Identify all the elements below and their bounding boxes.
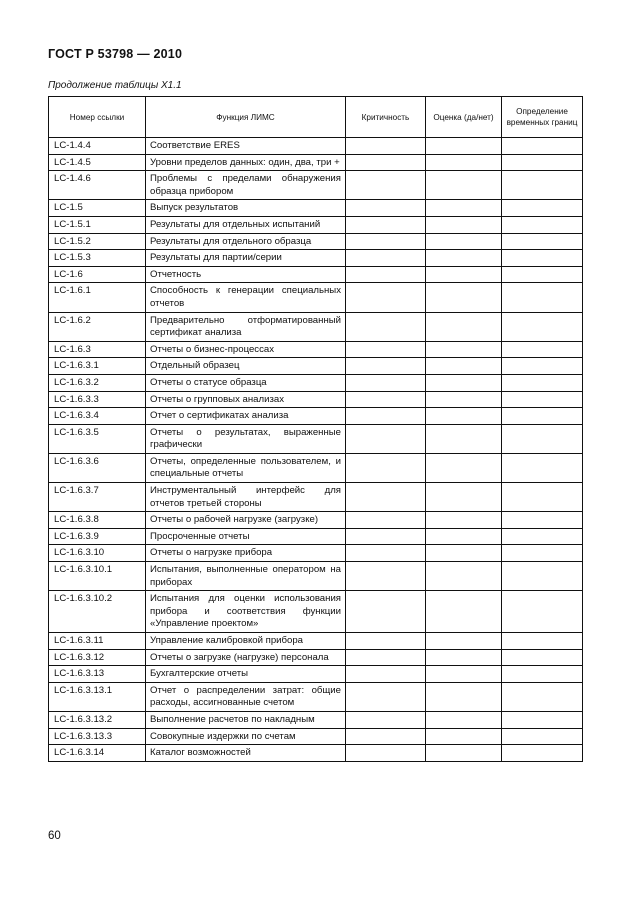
assessment-cell: [426, 512, 502, 529]
table-body: [49, 138, 583, 762]
criticality-cell: [346, 545, 426, 562]
timeline-cell: [502, 424, 583, 453]
lims-function-cell: Уровни пределов данных: один, два, три +: [146, 154, 346, 171]
lims-function-cell: Выпуск результатов: [146, 200, 346, 217]
assessment-cell: [426, 545, 502, 562]
reference-number-cell: LC-1.6.3.4: [49, 408, 146, 425]
table-row: [49, 545, 583, 562]
assessment-cell: [426, 171, 502, 200]
reference-number-cell: LC-1.6.3.1: [49, 358, 146, 375]
timeline-cell: [502, 483, 583, 512]
criticality-cell: [346, 250, 426, 267]
reference-number-cell: LC-1.5: [49, 200, 146, 217]
table-row: [49, 666, 583, 683]
lims-function-cell: Отчеты о статусе образца: [146, 374, 346, 391]
lims-function-cell: Отчеты о загрузке (нагрузке) персонала: [146, 649, 346, 666]
timeline-cell: [502, 154, 583, 171]
criticality-cell: [346, 358, 426, 375]
timeline-cell: [502, 250, 583, 267]
table-row: [49, 171, 583, 200]
reference-number-cell: LC-1.6.3.13.2: [49, 711, 146, 728]
timeline-cell: [502, 528, 583, 545]
assessment-cell: [426, 154, 502, 171]
lims-function-cell: Отчетность: [146, 266, 346, 283]
timeline-cell: [502, 711, 583, 728]
page-number: 60: [48, 830, 61, 842]
assessment-cell: [426, 200, 502, 217]
reference-number-cell: LC-1.6.3.7: [49, 483, 146, 512]
reference-number-cell: LC-1.5.3: [49, 250, 146, 267]
timeline-cell: [502, 358, 583, 375]
table-header-row: [49, 97, 583, 138]
reference-number-cell: LC-1.6.2: [49, 312, 146, 341]
lims-function-cell: Отчеты о бизнес-процессах: [146, 341, 346, 358]
reference-number-cell: LC-1.6.3.11: [49, 633, 146, 650]
lims-function-cell: Отчеты, определенные пользователем, и специальные отчеты: [146, 453, 346, 482]
criticality-cell: [346, 424, 426, 453]
table-row: [49, 374, 583, 391]
criticality-cell: [346, 171, 426, 200]
reference-number-cell: LC-1.6.3.13.3: [49, 728, 146, 745]
column-header-function: Функция ЛИМС: [146, 97, 346, 138]
table-row: [49, 562, 583, 591]
timeline-cell: [502, 391, 583, 408]
criticality-cell: [346, 312, 426, 341]
criticality-cell: [346, 266, 426, 283]
reference-number-cell: LC-1.6.3.5: [49, 424, 146, 453]
timeline-cell: [502, 283, 583, 312]
assessment-cell: [426, 391, 502, 408]
table-row: [49, 154, 583, 171]
table-caption: Продолжение таблицы X1.1: [48, 80, 182, 91]
lims-function-cell: Управление калибровкой прибора: [146, 633, 346, 650]
column-header-criticality: Критичность: [346, 97, 426, 138]
column-header-timeline: Определение временных границ: [502, 97, 583, 138]
assessment-cell: [426, 633, 502, 650]
table-row: [49, 138, 583, 155]
criticality-cell: [346, 711, 426, 728]
criticality-cell: [346, 341, 426, 358]
reference-number-cell: LC-1.6: [49, 266, 146, 283]
criticality-cell: [346, 562, 426, 591]
lims-function-cell: Результаты для отдельного образца: [146, 233, 346, 250]
assessment-cell: [426, 483, 502, 512]
timeline-cell: [502, 200, 583, 217]
criticality-cell: [346, 512, 426, 529]
criticality-cell: [346, 483, 426, 512]
timeline-cell: [502, 666, 583, 683]
reference-number-cell: LC-1.6.3.3: [49, 391, 146, 408]
table-row: [49, 250, 583, 267]
criticality-cell: [346, 216, 426, 233]
lims-function-cell: Отчеты о результатах, выраженные графически: [146, 424, 346, 453]
lims-function-cell: Испытания, выполненные оператором на приборах: [146, 562, 346, 591]
assessment-cell: [426, 138, 502, 155]
table-row: [49, 649, 583, 666]
column-header-ref: Номер ссылки: [49, 97, 146, 138]
timeline-cell: [502, 545, 583, 562]
lims-function-cell: Отчеты о рабочей нагрузке (загрузке): [146, 512, 346, 529]
requirements-table: [48, 96, 583, 762]
lims-function-cell: Каталог возможностей: [146, 745, 346, 762]
timeline-cell: [502, 562, 583, 591]
criticality-cell: [346, 154, 426, 171]
assessment-cell: [426, 341, 502, 358]
reference-number-cell: LC-1.6.3.12: [49, 649, 146, 666]
reference-number-cell: LC-1.4.6: [49, 171, 146, 200]
reference-number-cell: LC-1.6.3: [49, 341, 146, 358]
lims-function-cell: Результаты для отдельных испытаний: [146, 216, 346, 233]
lims-function-cell: Выполнение расчетов по накладным: [146, 711, 346, 728]
table-row: [49, 633, 583, 650]
criticality-cell: [346, 138, 426, 155]
timeline-cell: [502, 266, 583, 283]
timeline-cell: [502, 216, 583, 233]
table-row: [49, 745, 583, 762]
criticality-cell: [346, 408, 426, 425]
criticality-cell: [346, 453, 426, 482]
criticality-cell: [346, 666, 426, 683]
table-row: [49, 728, 583, 745]
lims-function-cell: Способность к генерации специальных отчетов: [146, 283, 346, 312]
criticality-cell: [346, 682, 426, 711]
column-header-assessment: Оценка (да/нет): [426, 97, 502, 138]
reference-number-cell: LC-1.6.3.8: [49, 512, 146, 529]
timeline-cell: [502, 453, 583, 482]
criticality-cell: [346, 200, 426, 217]
assessment-cell: [426, 312, 502, 341]
table-row: [49, 358, 583, 375]
timeline-cell: [502, 649, 583, 666]
criticality-cell: [346, 391, 426, 408]
table-row: [49, 266, 583, 283]
assessment-cell: [426, 666, 502, 683]
assessment-cell: [426, 216, 502, 233]
assessment-cell: [426, 424, 502, 453]
reference-number-cell: LC-1.6.3.9: [49, 528, 146, 545]
assessment-cell: [426, 266, 502, 283]
table-row: [49, 512, 583, 529]
table-row: [49, 391, 583, 408]
criticality-cell: [346, 283, 426, 312]
lims-function-cell: Отчет о распределении затрат: общие расходы, ассигнованные счетом: [146, 682, 346, 711]
criticality-cell: [346, 728, 426, 745]
assessment-cell: [426, 250, 502, 267]
timeline-cell: [502, 745, 583, 762]
reference-number-cell: LC-1.6.3.13.1: [49, 682, 146, 711]
lims-function-cell: Предварительно отформатированный сертификат анализа: [146, 312, 346, 341]
lims-function-cell: Отчет о сертификатах анализа: [146, 408, 346, 425]
reference-number-cell: LC-1.4.4: [49, 138, 146, 155]
reference-number-cell: LC-1.6.3.10.1: [49, 562, 146, 591]
reference-number-cell: LC-1.5.2: [49, 233, 146, 250]
table-row: [49, 682, 583, 711]
table-row: [49, 341, 583, 358]
table-row: [49, 453, 583, 482]
reference-number-cell: LC-1.6.3.6: [49, 453, 146, 482]
lims-function-cell: Отчеты о групповых анализах: [146, 391, 346, 408]
assessment-cell: [426, 283, 502, 312]
assessment-cell: [426, 453, 502, 482]
assessment-cell: [426, 711, 502, 728]
lims-function-cell: Испытания для оценки использования прибора и соответствия функции «Управление проектом»: [146, 591, 346, 633]
criticality-cell: [346, 528, 426, 545]
lims-function-cell: Инструментальный интерфейс для отчетов третьей стороны: [146, 483, 346, 512]
timeline-cell: [502, 374, 583, 391]
reference-number-cell: LC-1.6.3.10: [49, 545, 146, 562]
table-row: [49, 528, 583, 545]
table-row: [49, 200, 583, 217]
lims-function-cell: Отдельный образец: [146, 358, 346, 375]
criticality-cell: [346, 374, 426, 391]
assessment-cell: [426, 745, 502, 762]
table-row: [49, 408, 583, 425]
table-row: [49, 216, 583, 233]
timeline-cell: [502, 591, 583, 633]
assessment-cell: [426, 374, 502, 391]
criticality-cell: [346, 649, 426, 666]
table-row: [49, 283, 583, 312]
assessment-cell: [426, 408, 502, 425]
reference-number-cell: LC-1.6.1: [49, 283, 146, 312]
document-header: ГОСТ Р 53798 — 2010: [48, 47, 183, 61]
table-row: [49, 424, 583, 453]
assessment-cell: [426, 358, 502, 375]
reference-number-cell: LC-1.6.3.2: [49, 374, 146, 391]
assessment-cell: [426, 562, 502, 591]
lims-function-cell: Бухгалтерские отчеты: [146, 666, 346, 683]
reference-number-cell: LC-1.5.1: [49, 216, 146, 233]
criticality-cell: [346, 591, 426, 633]
criticality-cell: [346, 633, 426, 650]
timeline-cell: [502, 408, 583, 425]
reference-number-cell: LC-1.6.3.14: [49, 745, 146, 762]
assessment-cell: [426, 528, 502, 545]
timeline-cell: [502, 138, 583, 155]
timeline-cell: [502, 312, 583, 341]
assessment-cell: [426, 233, 502, 250]
lims-function-cell: Проблемы с пределами обнаружения образца прибором: [146, 171, 346, 200]
table-row: [49, 312, 583, 341]
lims-function-cell: Совокупные издержки по счетам: [146, 728, 346, 745]
timeline-cell: [502, 171, 583, 200]
table-row: [49, 233, 583, 250]
reference-number-cell: LC-1.4.5: [49, 154, 146, 171]
timeline-cell: [502, 233, 583, 250]
reference-number-cell: LC-1.6.3.13: [49, 666, 146, 683]
lims-function-cell: Результаты для партии/серии: [146, 250, 346, 267]
lims-function-cell: Отчеты о нагрузке прибора: [146, 545, 346, 562]
assessment-cell: [426, 649, 502, 666]
timeline-cell: [502, 682, 583, 711]
timeline-cell: [502, 341, 583, 358]
assessment-cell: [426, 682, 502, 711]
lims-function-cell: Соответствие ERES: [146, 138, 346, 155]
criticality-cell: [346, 745, 426, 762]
criticality-cell: [346, 233, 426, 250]
timeline-cell: [502, 512, 583, 529]
assessment-cell: [426, 728, 502, 745]
lims-function-cell: Просроченные отчеты: [146, 528, 346, 545]
table-row: [49, 591, 583, 633]
timeline-cell: [502, 633, 583, 650]
assessment-cell: [426, 591, 502, 633]
table-row: [49, 483, 583, 512]
reference-number-cell: LC-1.6.3.10.2: [49, 591, 146, 633]
table-row: [49, 711, 583, 728]
timeline-cell: [502, 728, 583, 745]
